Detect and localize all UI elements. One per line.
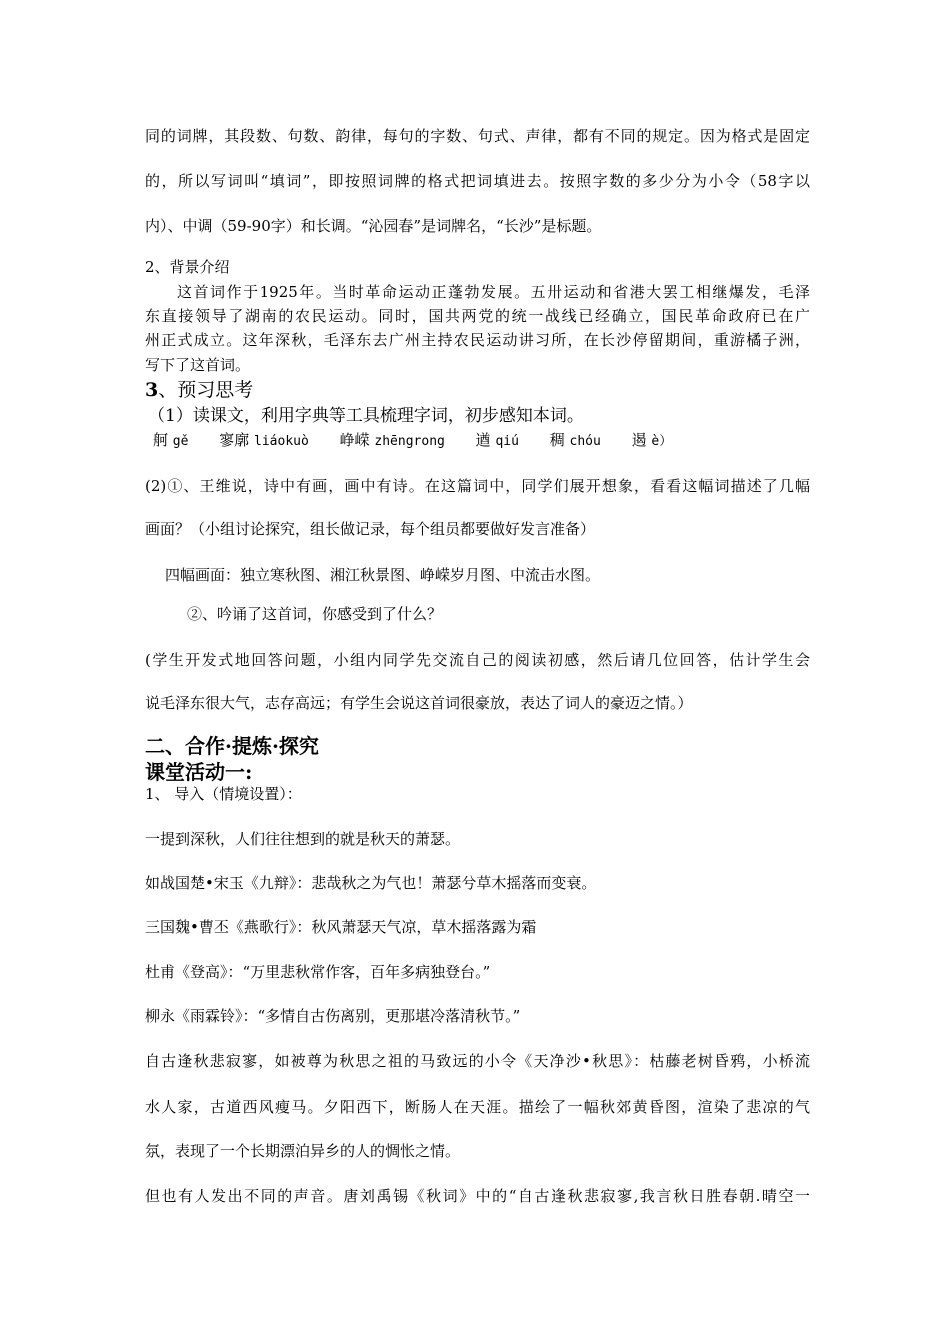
paragraph-line: 氛，表现了一个长期漂泊异乡的人的惆怅之情。 (145, 1142, 461, 1160)
background-heading: 2、背景介绍 (145, 258, 230, 276)
vocab-char: 峥嵘 (339, 431, 370, 449)
background-line: 州正式成立。这年深秋，毛泽东去广州主持农民运动讲习所，在长沙停留期间，重游橘子洲， (145, 331, 810, 349)
intro-line: 同的词牌，其段数、句数、韵律，每句的字数、句式、声律，都有不同的规定。因为格式是固定 (145, 127, 810, 145)
quote-line: 如战国楚•宋玉《九辩》：悲哉秋之为气也！萧瑟兮草木摇落而变衰。 (145, 874, 597, 892)
vocab-char: 寥廓 (219, 431, 250, 449)
step-heading: 1、 导入（情境设置）： (145, 785, 302, 803)
vocab-item (476, 430, 519, 452)
paragraph-line: 但也有人发出不同的声音。唐刘禹锡《秋词》中的“自古逢秋悲寂寥,我言秋日胜春朝.晴空一 (145, 1187, 810, 1205)
preview-heading (145, 378, 810, 402)
vocab-pinyin: zhēngrong (374, 434, 445, 449)
quote-line: 三国魏•曹丕《燕歌行》：秋风萧瑟天气凉，草木摇落露为霜 (145, 918, 537, 936)
preview-q1: （1）读课文，利用字典等工具梳理字词，初步感知本词。 (148, 406, 584, 426)
preview-q2-line: 画面？（小组讨论探究，组长做记录，每个组员都要做好发言准备） (145, 520, 596, 538)
intro-line: 内）、中调（59-90字）和长调。“沁园春”是词牌名，“长沙”是标题。 (145, 217, 602, 235)
activity-title: 课堂活动一: (145, 760, 253, 784)
vocab-char: 遏 (631, 431, 647, 449)
vocab-pinyin: gě (172, 434, 189, 449)
vocab-char: 稠 (549, 431, 565, 449)
vocab-pinyin: liáokuò (254, 434, 309, 449)
preview-q2-line: (2)①、王维说，诗中有画，画中有诗。在这篇词中，同学们展开想象，看看这幅词描述了几幅 (145, 477, 810, 495)
preview-heading-number: 3 (145, 379, 159, 401)
vocab-item (219, 430, 309, 452)
preview-answer2-line: (学生开发式地回答问题，小组内同学先交流自己的阅读初感，然后请几位回答，估计学生会 (145, 651, 810, 669)
vocab-char: 舸 (153, 431, 169, 449)
vocab-item (340, 430, 445, 452)
background-line: 写下了这首词。 (145, 356, 251, 374)
vocab-item (550, 430, 601, 452)
background-line: 这首词作于1925年。当时革命运动正蓬勃发展。五卅运动和省港大罢工相继爆发，毛泽 (177, 283, 810, 301)
preview-answer1: 四幅画面：独立寒秋图、湘江秋景图、峥嵘岁月图、中流击水图。 (165, 566, 601, 584)
preview-heading-title: 、预习思考 (158, 379, 254, 401)
vocab-pinyin: è） (651, 434, 673, 449)
quote-line: 柳永《雨霖铃》：“多情自古伤离别，更那堪冷落清秋节。” (145, 1007, 521, 1025)
background-line: 东直接领导了湖南的农民运动。同时，国共两党的统一战线已经确立，国民革命政府已在广 (145, 307, 810, 325)
vocab-pinyin: qiú (495, 434, 519, 449)
vocab-item (153, 430, 188, 452)
paragraph-line: 水人家，古道西风瘦马。夕阳西下，断肠人在天涯。描绘了一幅秋郊黄昏图，渲染了悲凉的气 (145, 1098, 810, 1116)
section-title: 二、合作·提炼·探究 (145, 734, 319, 758)
vocab-pinyin: chóu (569, 434, 601, 449)
quote-line: 杜甫《登高》：“万里悲秋常作客，百年多病独登台。” (145, 963, 491, 981)
vocab-list (153, 430, 818, 452)
intro-line: 的，所以写词叫“填词”，即按照词牌的格式把词填进去。按照字数的多少分为小令（58字以 (145, 172, 810, 190)
vocab-char: 遒 (475, 431, 491, 449)
vocab-item (632, 430, 673, 452)
preview-answer2-line: 说毛泽东很大气，志存高远；有学生会说这首词很豪放，表达了词人的豪迈之情。） (145, 694, 693, 712)
quote-line: 一提到深秋，人们往往想到的就是秋天的萧瑟。 (145, 830, 461, 848)
preview-q3: ②、吟诵了这首词，你感受到了什么？ (187, 605, 443, 623)
paragraph-line: 自古逢秋悲寂寥，如被尊为秋思之祖的马致远的小令《天净沙•秋思》：枯藤老树昏鸦，小桥流 (145, 1052, 810, 1070)
